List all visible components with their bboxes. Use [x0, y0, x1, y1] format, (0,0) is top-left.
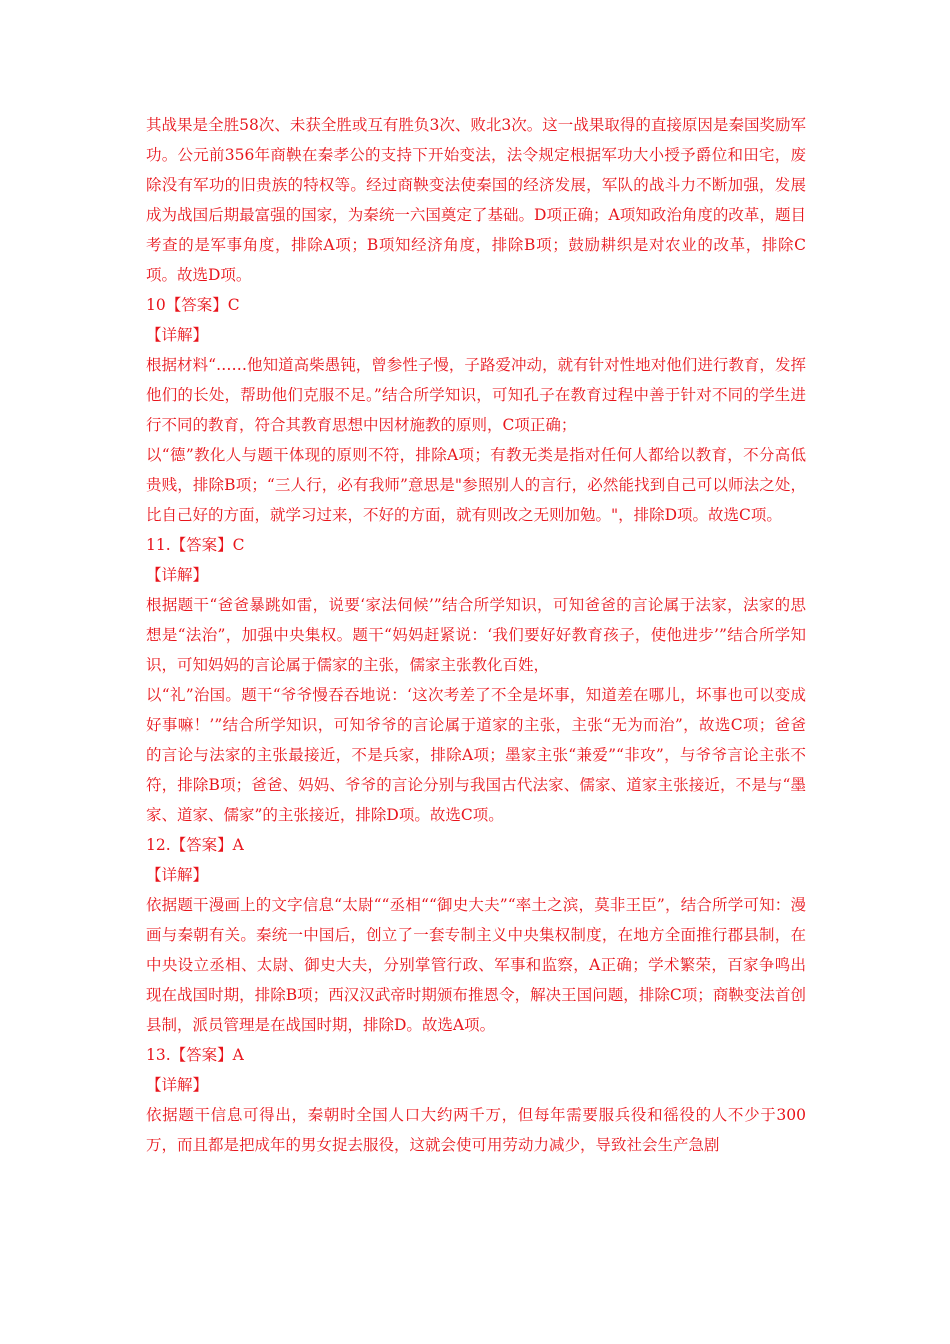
intro-paragraph: 其战果是全胜58次、未获全胜或互有胜负3次、败北3次。这一战果取得的直接原因是秦国奖励军功。公元前356年商鞅在秦孝公的支持下开始变法，法令规定根据军功大小授予爵位和田宅，废除没有军功的旧贵族的特权等。经过商鞅变法使秦国的经济发展，军队的战斗力不断加强，发展成为战国后期最富强的国家，为秦统一六国奠定了基础。D项正确；A项知政治角度的改革，题目考查的是军事角度，排除A项；B项知经济角度，排除B项；鼓励耕织是对农业的改革，排除C项。故选D项。: [146, 116, 806, 284]
document-body: [146, 110, 806, 1160]
q13-detail-label: 【详解】: [146, 1076, 209, 1094]
q10-detail-label: 【详解】: [146, 326, 209, 344]
q13-answer-line: 13.【答案】A: [146, 1046, 244, 1064]
q10-answer-line: 10【答案】C: [146, 296, 240, 314]
q12-paragraph-1: 依据题干漫画上的文字信息“太尉““丞相““御史大夫”“率土之滨，莫非王臣”，结合所学可知：漫画与秦朝有关。秦统一中国后，创立了一套专制主义中央集权制度，在地方全面推行郡县制，在中央设立丞相、太尉、御史大夫，分别掌管行政、军事和监察，A正确；学术繁荣，百家争鸣出现在战国时期，排除B项；西汉汉武帝时期颁布推恩令，解决王国问题，排除C项；商鞅变法首创县制，派员管理是在战国时期，排除D。故选A项。: [146, 896, 806, 1034]
q10-paragraph-1: 根据材料“……他知道高柴愚钝，曾参性子慢，子路爱冲动，就有针对性地对他们进行教育，发挥他们的长处，帮助他们克服不足。”结合所学知识，可知孔子在教育过程中善于针对不同的学生进行不同的教育，符合其教育思想中因材施教的原则，C项正确；: [146, 356, 806, 434]
q11-detail-label: 【详解】: [146, 566, 209, 584]
q11-paragraph-2: 以“礼”治国。题干“爷爷慢吞吞地说：‘这次考差了不全是坏事，知道差在哪儿，坏事也可以变成好事嘛！’”结合所学知识，可知爷爷的言论属于道家的主张，主张“无为而治”，故选C项；爸爸的言论与法家的主张最接近，不是兵家，排除A项；墨家主张“兼爱”“非攻”，与爷爷言论主张不符，排除B项；爸爸、妈妈、爷爷的言论分别与我国古代法家、儒家、道家主张接近，不是与“墨家、道家、儒家”的主张接近，排除D项。故选C项。: [146, 686, 806, 824]
q12-detail-label: 【详解】: [146, 866, 209, 884]
q12-answer-line: 12.【答案】A: [146, 836, 244, 854]
q13-paragraph-1: 依据题干信息可得出，秦朝时全国人口大约两千万，但每年需要服兵役和徭役的人不少于300万，而且都是把成年的男女捉去服役，这就会使可用劳动力减少，导致社会生产急剧: [146, 1106, 806, 1154]
q10-paragraph-2: 以“德”教化人与题干体现的原则不符，排除A项；有教无类是指对任何人都给以教育，不分高低贵贱，排除B项；“三人行，必有我师”意思是"参照别人的言行，必然能找到自己可以师法之处，比自己好的方面，就学习过来，不好的方面，就有则改之无则加勉。"，排除D项。故选C项。: [146, 446, 806, 524]
q11-paragraph-1: 根据题干“爸爸暴跳如雷，说要‘家法伺候’”结合所学知识，可知爸爸的言论属于法家，法家的思想是“法治”，加强中央集权。题干“妈妈赶紧说：‘我们要好好教育孩子，使他进步’”结合所学知识，可知妈妈的言论属于儒家的主张，儒家主张教化百姓，: [146, 596, 806, 674]
q11-answer-line: 11.【答案】C: [146, 536, 245, 554]
